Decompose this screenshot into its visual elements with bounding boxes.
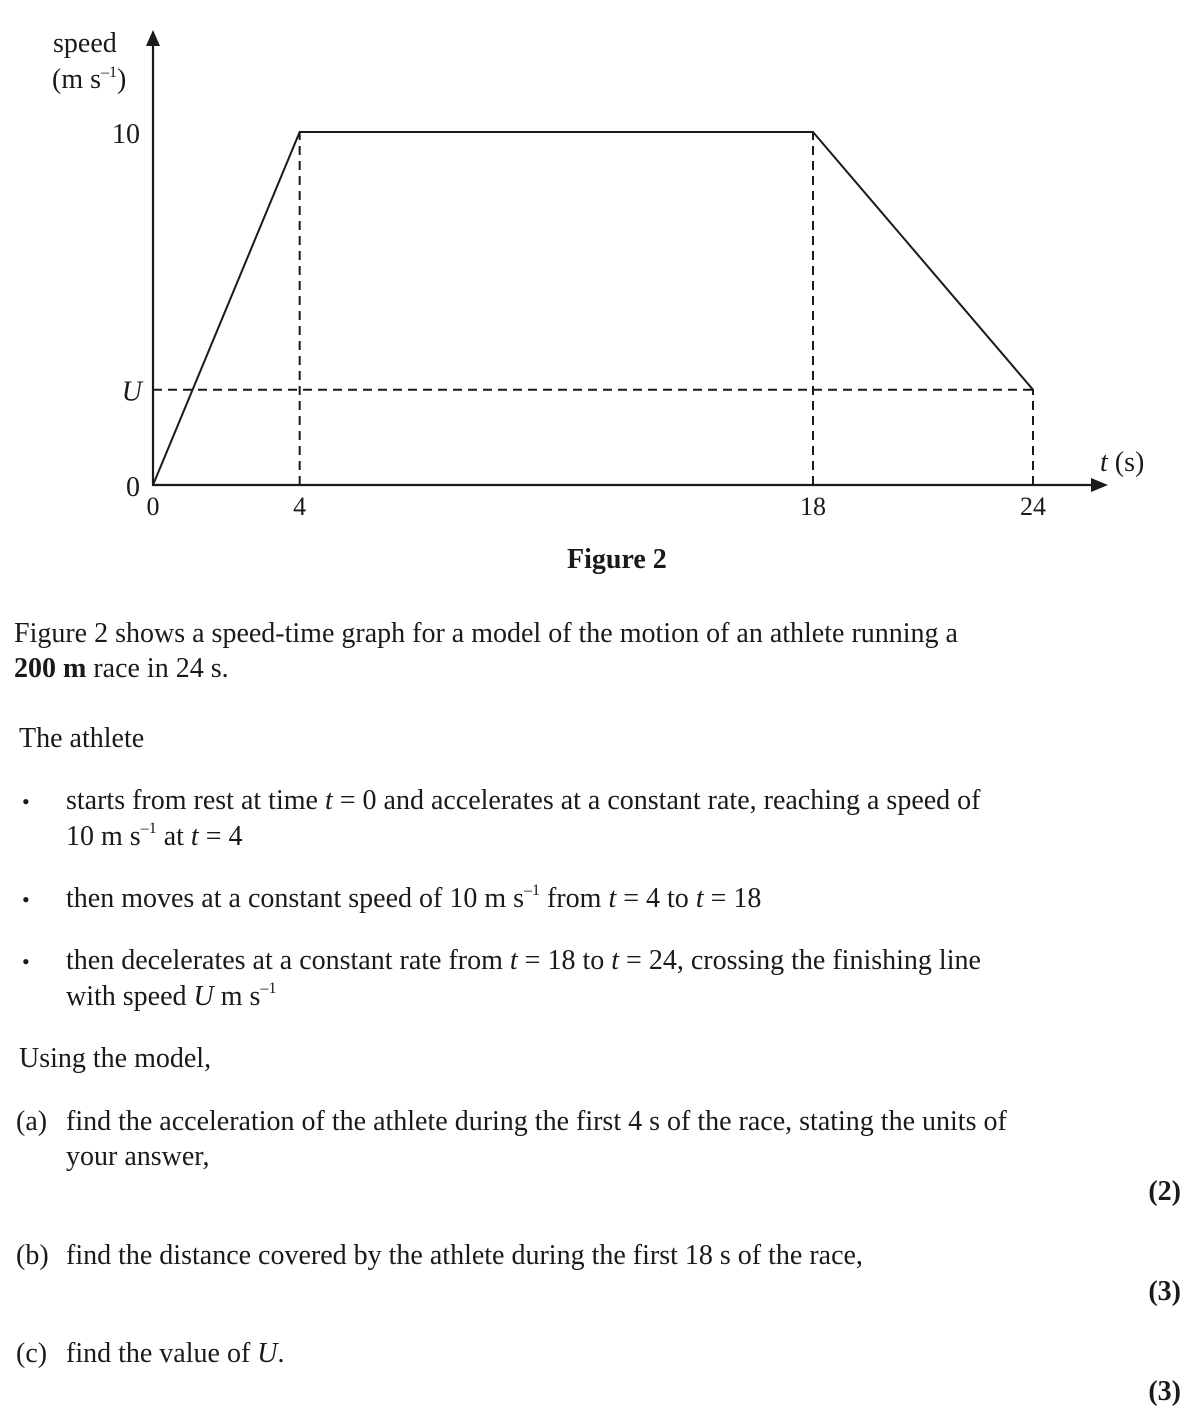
question-c-label: (c) [16,1338,48,1369]
using-model: Using the model, [19,1043,212,1074]
bullet-symbol: • [22,789,30,814]
speed-segment-1 [153,132,300,485]
race-distance: 200 m [14,653,87,684]
question-c-marks: (3) [1148,1376,1181,1407]
x-axis-arrowhead [1091,478,1108,492]
y-tick-label: U [121,376,142,408]
bullet-2: then moves at a constant speed of 10 m $s^{-1}$ from t = 4 to t = 18 [66,882,762,914]
x-tick-label: 18 [800,492,826,521]
y-axis-unit: (m $s^{-1}$) [52,64,127,95]
figure-caption: Figure 2 [567,544,667,575]
question-a-line-2: your answer, [66,1141,210,1172]
question-c-line-1: find the value of U. [66,1338,285,1369]
y-axis-arrowhead [146,30,160,46]
question-a-line-1: find the acceleration of the athlete during the first 4 s of the race, stating the units of [66,1106,1007,1137]
bullet-3-line-2: with speed U m $s^{-1}$ [66,980,277,1012]
question-b-line-1: find the distance covered by the athlete during the first 18 s of the race, [66,1240,863,1271]
x-tick-label: 24 [1020,492,1046,521]
y-tick-label: 0 [126,472,140,503]
bullet-1-line-2: 10 m $s^{-1}$ at t = 4 [66,820,243,852]
y-tick-label: 10 [112,119,140,150]
bullet-symbol: • [22,949,30,974]
question-a-marks: (2) [1148,1176,1181,1207]
athlete-heading: The athlete [19,723,145,754]
y-axis-label: speed [53,28,117,59]
x-axis-label: t (s) [1100,447,1145,478]
question-a-label: (a) [16,1106,48,1137]
bullet-3-line-1: then decelerates at a constant rate from t = 18 to t = 24, crossing the finishing line [66,945,981,976]
intro-line-2-rest: race in 24 s. [86,653,229,684]
question-b-marks: (3) [1148,1276,1181,1307]
intro-line-1: Figure 2 shows a speed-time graph for a model of the motion of an athlete running a [14,618,958,649]
x-tick-label: 0 [146,492,160,521]
question-b-label: (b) [16,1240,49,1271]
intro-line-2 [14,652,229,686]
speed-time-graph [0,0,1199,590]
bullet-symbol: • [22,887,30,912]
x-tick-label: 4 [293,492,307,521]
speed-segment-3 [813,132,1033,390]
bullet-1-line-1: starts from rest at time t = 0 and accelerates at a constant rate, reaching a speed of [66,785,981,816]
